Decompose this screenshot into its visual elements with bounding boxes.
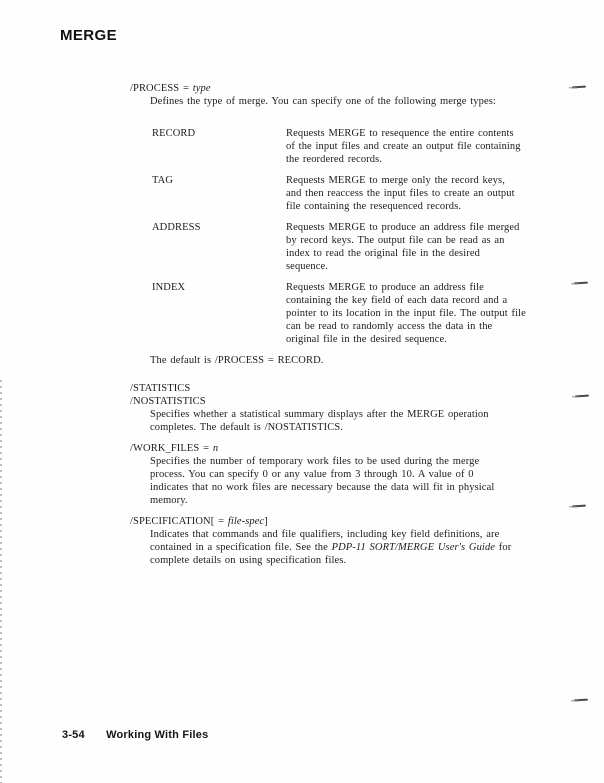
qualifier-specification-suffix: ] [264, 516, 268, 527]
body-line: Indicates that commands and file qualifiers, including key field definitions, are [150, 529, 500, 540]
body-line: index to read the original file in the desired [286, 248, 480, 259]
body-line: Requests MERGE to produce an address file [286, 282, 484, 293]
statistics-description [150, 408, 590, 434]
specification-description [150, 528, 590, 567]
scan-mark [574, 699, 588, 702]
body-line: indicates that no work files are necessary because the data will fit in physical [150, 482, 495, 493]
qualifier-work-files-variable: n [212, 443, 219, 454]
qualifier-process [130, 82, 590, 367]
body-line: pointer to its location in the input file. The output file [286, 308, 526, 319]
qualifier-specification [130, 515, 590, 567]
table-definition [286, 127, 590, 166]
table-row [152, 221, 590, 273]
body-line: process. You can specify 0 or any value from 3 through 10. A value of 0 [150, 469, 474, 480]
table-row [152, 174, 590, 213]
body-line: Specifies whether a statistical summary displays after the MERGE operation [150, 409, 489, 420]
table-row [152, 281, 590, 346]
body-line: Specifies the number of temporary work files to be used during the merge [150, 456, 480, 467]
table-definition [286, 281, 590, 346]
body-line: by record keys. The output file can be read as an [286, 235, 505, 246]
body-line: Requests MERGE to resequence the entire contents [286, 128, 514, 139]
body-text: contained in a specification file. See the [150, 542, 332, 553]
body-line: completes. The default is /NOSTATISTICS. [150, 422, 344, 433]
body-line: can be read to randomly access the data in the [286, 321, 493, 332]
page-number: 3-54 [62, 729, 85, 741]
table-term: RECORD [152, 128, 196, 139]
chapter-title: Working With Files [106, 729, 209, 741]
body-line: sequence. [286, 261, 329, 272]
qualifier-process-label [130, 82, 590, 95]
referenced-manual-title: PDP-11 SORT/MERGE User's Guide [331, 542, 496, 553]
table-row [152, 127, 590, 166]
body-line [150, 541, 590, 554]
process-default-note: The default is /PROCESS = RECORD. [150, 355, 324, 366]
table-definition [286, 221, 590, 273]
body-line: original file in the desired sequence. [286, 334, 447, 345]
body-line: and then reaccess the input files to create an output [286, 188, 515, 199]
work-files-description [150, 455, 590, 507]
merge-types-table [152, 127, 590, 346]
body-text: for [495, 542, 512, 553]
body-line: file containing the resequenced records. [286, 201, 462, 212]
qualifier-process-variable: type [192, 83, 211, 94]
table-term: TAG [152, 175, 174, 186]
table-term: ADDRESS [152, 222, 201, 233]
qualifier-specification-name: /SPECIFICATION[ = [130, 516, 228, 527]
table-definition [286, 174, 590, 213]
scan-edge-artifact [0, 380, 2, 783]
body-line: containing the key field of each data record and a [286, 295, 508, 306]
qualifier-process-name: /PROCESS = [130, 83, 193, 94]
qualifier-work-files-label [130, 442, 590, 455]
body-line: Requests MERGE to produce an address file merged [286, 222, 520, 233]
body-line: Requests MERGE to merge only the record keys, [286, 175, 505, 186]
page-footer [62, 729, 208, 741]
qualifier-nostatistics-label: /NOSTATISTICS [130, 396, 206, 407]
body-line: of the input files and create an output file containing [286, 141, 521, 152]
qualifier-work-files [130, 442, 590, 507]
qualifier-statistics [130, 382, 590, 434]
page-title: MERGE [60, 27, 118, 44]
qualifier-specification-variable: file-spec [227, 516, 265, 527]
body-line: complete details on using specification files. [150, 555, 347, 566]
table-term: INDEX [152, 282, 186, 293]
qualifier-work-files-name: /WORK_FILES = [130, 443, 213, 454]
body-line: memory. [150, 495, 188, 506]
page-body [130, 82, 590, 567]
qualifier-specification-label [130, 515, 590, 528]
qualifier-statistics-label: /STATISTICS [130, 383, 191, 394]
body-line: the reordered records. [286, 154, 383, 165]
qualifier-process-intro: Defines the type of merge. You can specify one of the following merge types: [150, 96, 496, 107]
